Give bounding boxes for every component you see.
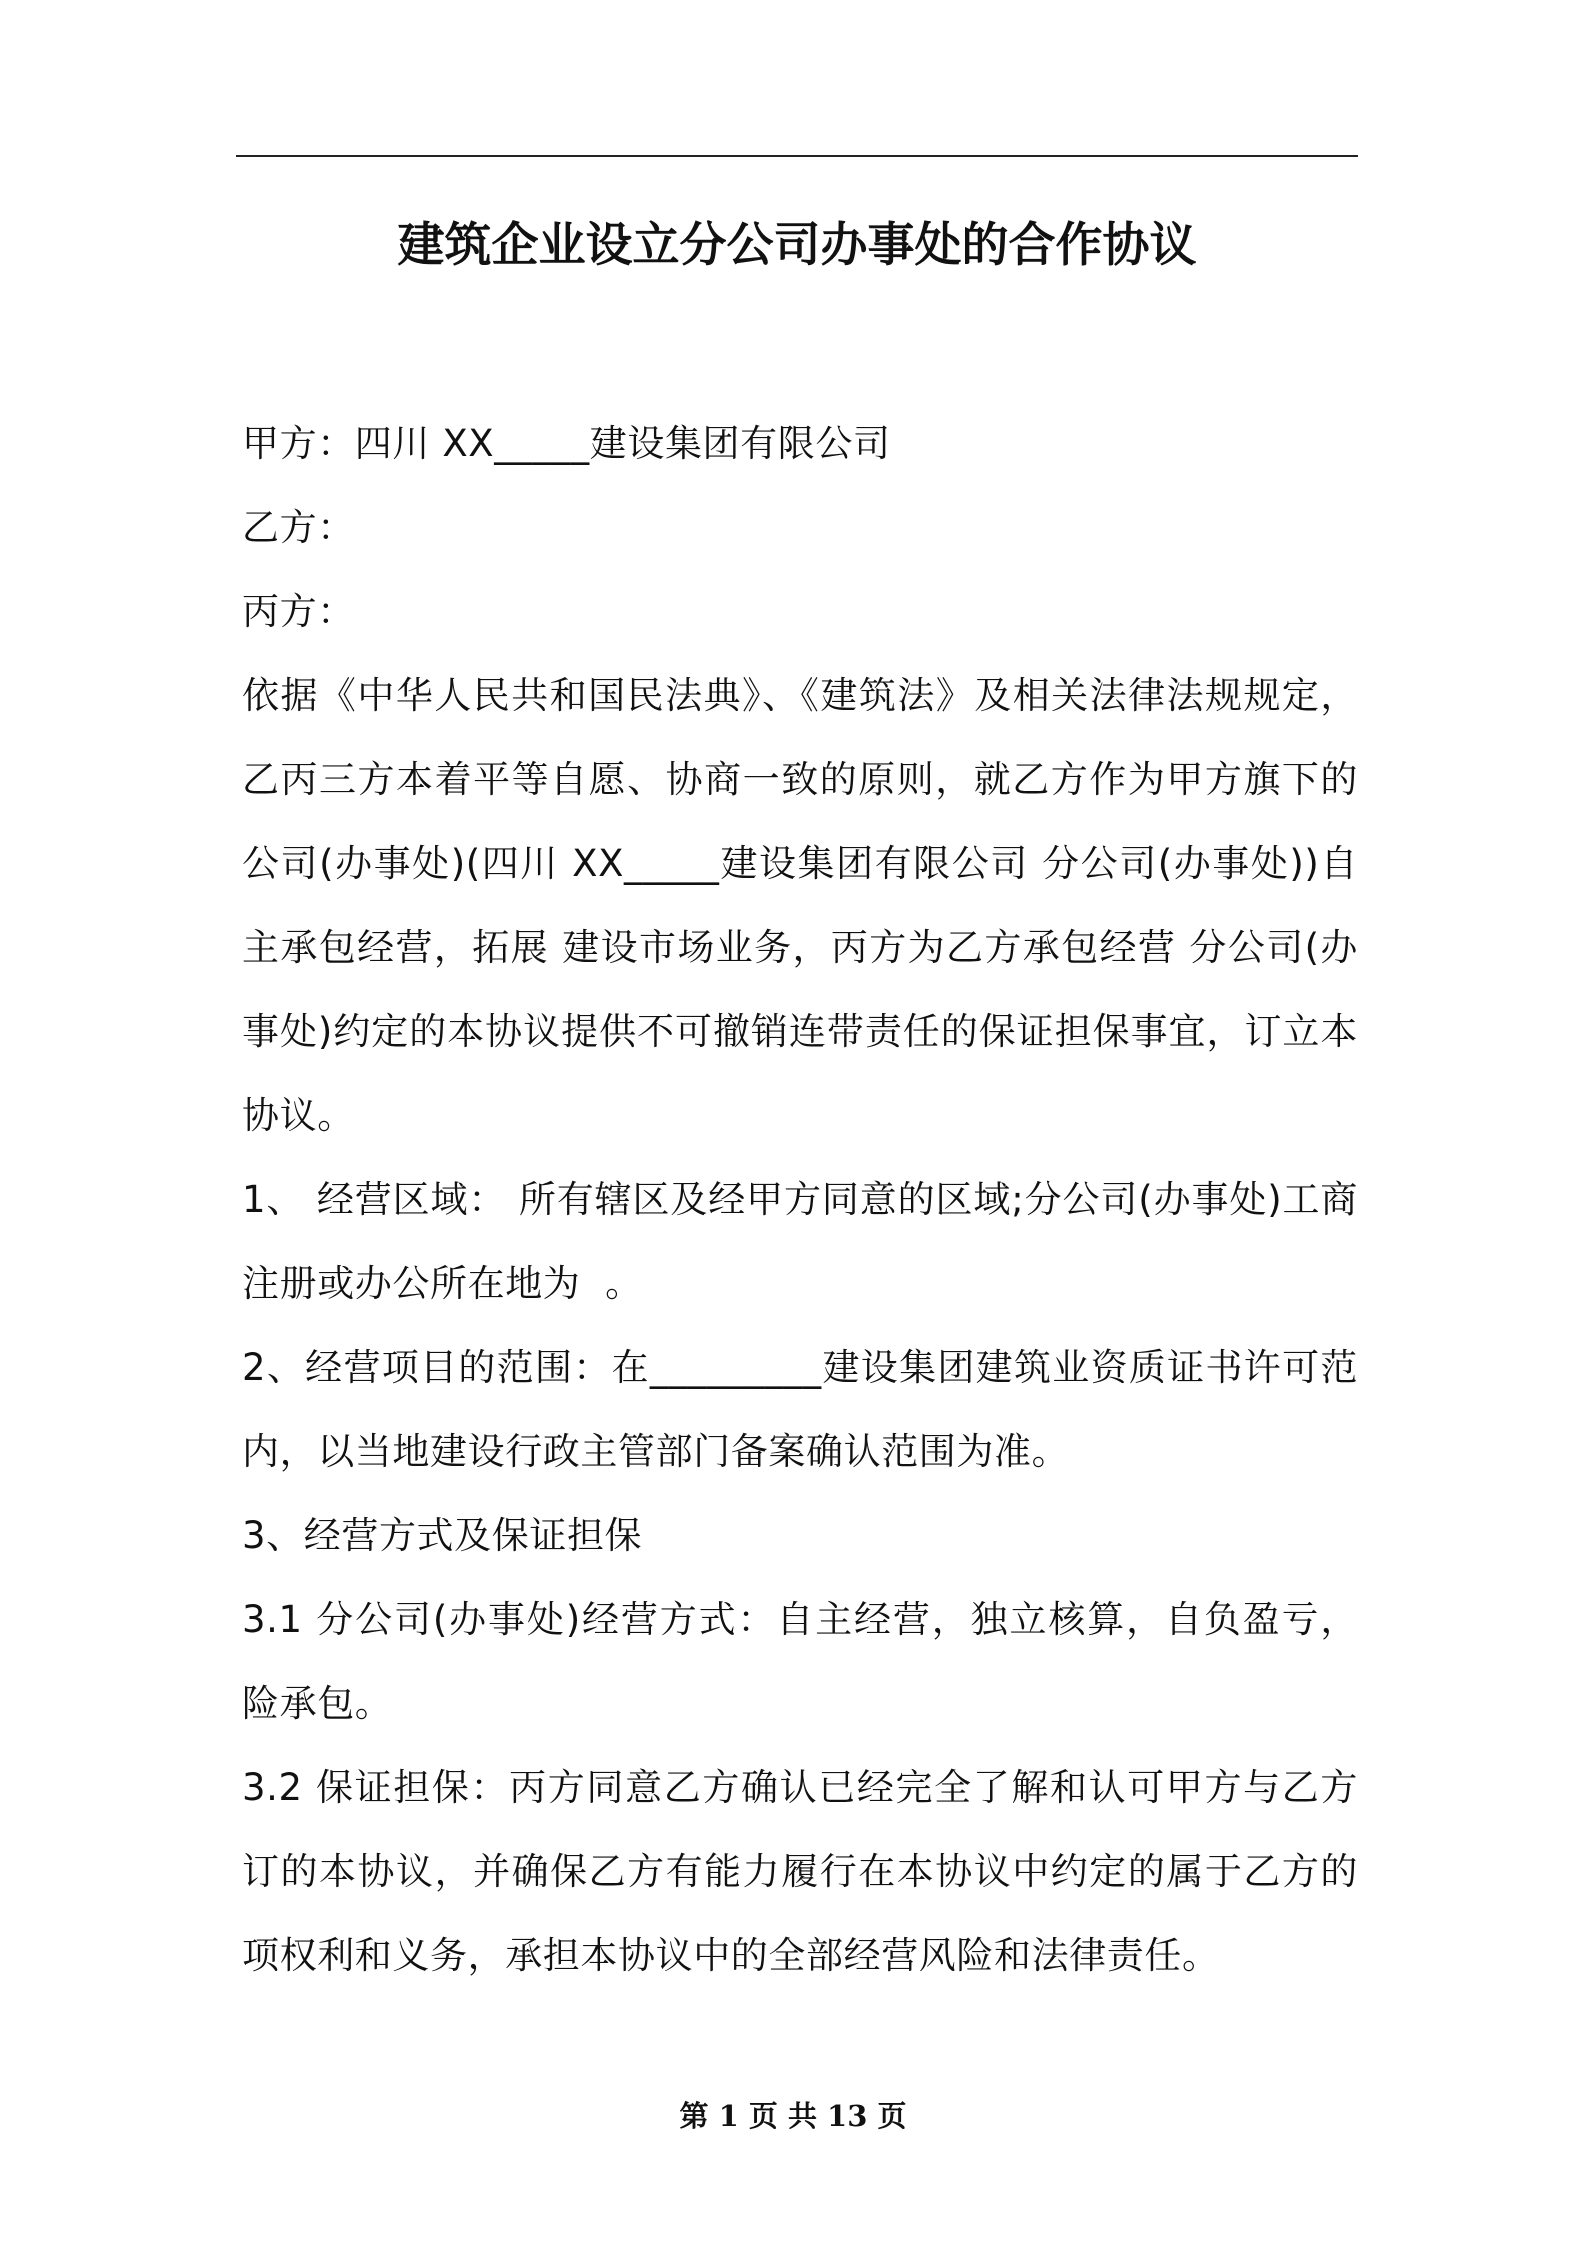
clause-3-2-line: 3.2 保证担保：丙方同意乙方确认已经完全了解和认可甲方与乙方	[242, 1766, 1358, 1809]
clause-3-2-line: 项权利和义务，承担本协议中的全部经营风险和法律责任。	[242, 1934, 1220, 1977]
body-line: 乙丙三方本着平等自愿、协商一致的原则，就乙方作为甲方旗下的	[242, 758, 1358, 801]
clause-2-line: 2、经营项目的范围：在_________建设集团建筑业资质证书许可范	[242, 1346, 1358, 1389]
clause-3-heading: 3、经营方式及保证担保	[242, 1514, 643, 1557]
clause-3-2-line: 订的本协议，并确保乙方有能力履行在本协议中约定的属于乙方的	[242, 1850, 1358, 1893]
document-title: 建筑企业设立分公司办事处的合作协议	[397, 218, 1197, 273]
party-c-line: 丙方：	[242, 590, 355, 633]
body-line: 主承包经营，拓展 建设市场业务，丙方为乙方承包经营 分公司(办	[242, 926, 1358, 969]
clause-1-line: 注册或办公所在地为 。	[242, 1262, 643, 1305]
clause-3-1-line: 3.1 分公司(办事处)经营方式：自主经营，独立核算，自负盈亏，	[242, 1598, 1358, 1641]
header-rule	[236, 155, 1358, 157]
body-line: 公司(办事处)(四川 XX_____建设集团有限公司 分公司(办事处))自	[242, 842, 1358, 885]
clause-2-line: 内，以当地建设行政主管部门备案确认范围为准。	[242, 1430, 1070, 1473]
body-line: 事处)约定的本协议提供不可撤销连带责任的保证担保事宜，订立本	[242, 1010, 1358, 1053]
body-line: 依据《中华人民共和国民法典》、《建筑法》及相关法律法规规定，	[242, 674, 1358, 717]
clause-3-1-line: 险承包。	[242, 1682, 393, 1725]
clause-1-line: 1、 经营区域： 所有辖区及经甲方同意的区域;分公司(办事处)工商	[242, 1178, 1358, 1221]
body-line: 协议。	[242, 1094, 355, 1137]
page-number-footer: 第 1 页 共 13 页	[679, 2099, 907, 2133]
document-body	[242, 402, 1358, 1998]
party-a-line: 甲方：四川 XX_____建设集团有限公司	[242, 422, 891, 465]
party-b-line: 乙方：	[242, 506, 355, 549]
